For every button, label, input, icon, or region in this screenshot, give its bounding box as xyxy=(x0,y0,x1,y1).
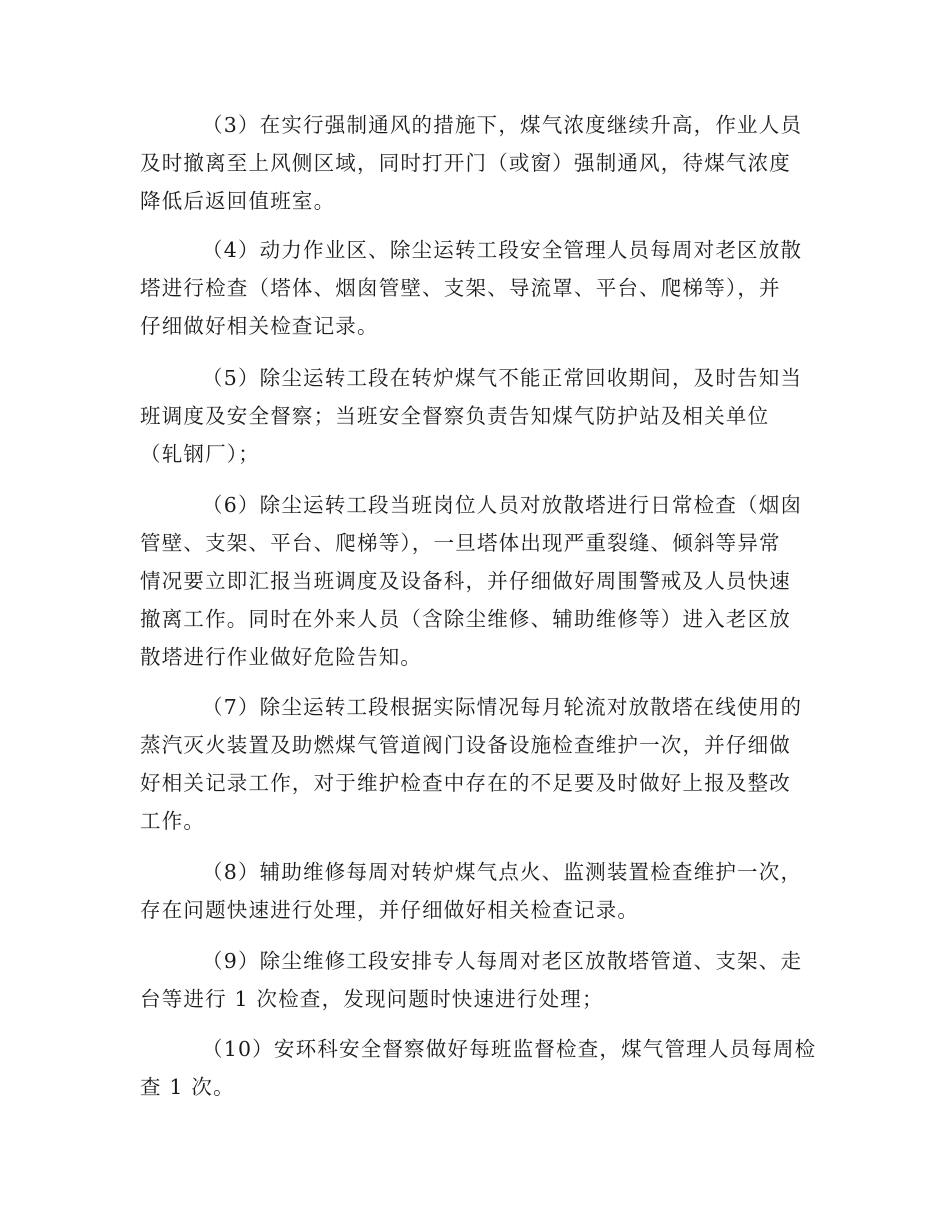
text-line: （轧钢厂）； xyxy=(140,442,260,466)
text-line: （8）辅助维修每周对转炉煤气点火、监测装置检查维护一次， xyxy=(202,860,803,884)
text-line: 撤离工作。同时在外来人员（含除尘维修、辅助维修等）进入老区放 xyxy=(140,607,791,631)
text-line: 班调度及安全督察；当班安全督察负责告知煤气防护站及相关单位 xyxy=(140,404,770,428)
paragraph-7 xyxy=(140,688,812,840)
paragraph-9 xyxy=(140,942,812,1018)
text-line: 仔细做好相关检查记录。 xyxy=(140,314,379,338)
text-line: （10）安环科安全督察做好每班监督检查，煤气管理人员每周检 xyxy=(202,1037,817,1061)
text-line: 好相关记录工作，对于维护检查中存在的不足要及时做好上报及整改 xyxy=(140,771,791,795)
paragraph-8 xyxy=(140,853,812,929)
text-line: 工作。 xyxy=(140,809,206,833)
text-line: （6）除尘运转工段当班岗位人员对放散塔进行日常检查（烟囱 xyxy=(202,493,803,517)
text-line: 存在问题快速进行处理，并仔细做好相关检查记录。 xyxy=(140,898,640,922)
text-line: （3）在实行强制通风的措施下，煤气浓度继续升高，作业人员 xyxy=(202,113,803,137)
paragraph-6 xyxy=(140,486,812,676)
text-line: 蒸汽灭火装置及助燃煤气管道阀门设备设施检查维护一次，并仔细做 xyxy=(140,733,791,757)
paragraph-10 xyxy=(140,1030,817,1106)
text-line: 及时撤离至上风侧区域，同时打开门（或窗）强制通风，待煤气浓度 xyxy=(140,151,791,175)
text-line: （7）除尘运转工段根据实际情况每月轮流对放散塔在线使用的 xyxy=(202,695,803,719)
text-line: 台等进行 1 次检查，发现问题时快速进行处理； xyxy=(140,987,604,1011)
text-line: （9）除尘维修工段安排专人每周对老区放散塔管道、支架、走 xyxy=(202,949,803,973)
text-line: 降低后返回值班室。 xyxy=(140,189,336,213)
text-line: （5）除尘运转工段在转炉煤气不能正常回收期间，及时告知当 xyxy=(202,366,803,390)
text-line: 管壁、支架、平台、爬梯等），一旦塔体出现严重裂缝、倾斜等异常 xyxy=(140,531,781,555)
paragraph-5 xyxy=(140,359,812,473)
text-line: 塔进行检查（塔体、烟囱管壁、支架、导流罩、平台、爬梯等），并 xyxy=(140,276,781,300)
text-line: 散塔进行作业做好危险告知。 xyxy=(140,645,423,669)
text-line: 查 1 次。 xyxy=(140,1075,235,1099)
text-line: 情况要立即汇报当班调度及设备科，并仔细做好周围警戒及人员快速 xyxy=(140,569,791,593)
paragraph-3 xyxy=(140,106,812,220)
text-line: （4）动力作业区、除尘运转工段安全管理人员每周对老区放散 xyxy=(202,238,803,262)
paragraph-4 xyxy=(140,231,812,345)
